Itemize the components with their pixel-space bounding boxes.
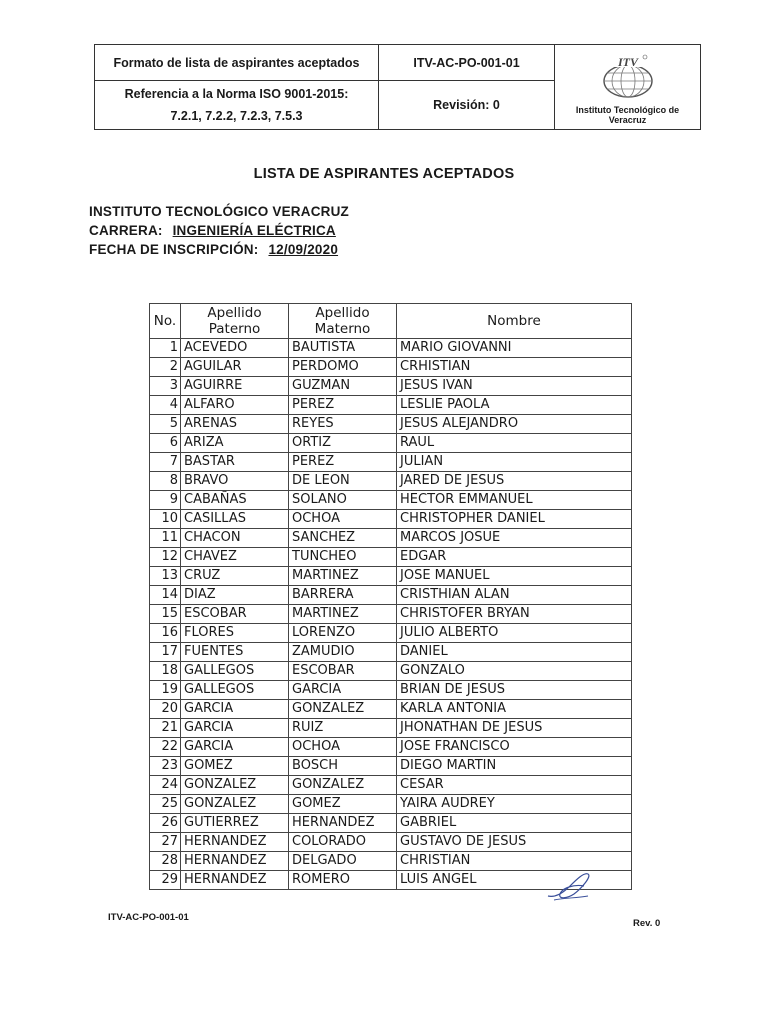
cell-apellido-paterno: GARCIA bbox=[181, 719, 289, 738]
cell-no: 4 bbox=[150, 396, 181, 415]
cell-no: 21 bbox=[150, 719, 181, 738]
cell-apellido-paterno: ARIZA bbox=[181, 434, 289, 453]
cell-no: 25 bbox=[150, 795, 181, 814]
cell-apellido-materno: REYES bbox=[289, 415, 397, 434]
applicants-table bbox=[149, 303, 632, 890]
cell-nombre: MARIO GIOVANNI bbox=[397, 339, 632, 358]
cell-apellido-paterno: BRAVO bbox=[181, 472, 289, 491]
cell-no: 23 bbox=[150, 757, 181, 776]
cell-apellido-paterno: BASTAR bbox=[181, 453, 289, 472]
cell-no: 13 bbox=[150, 567, 181, 586]
cell-apellido-paterno: FLORES bbox=[181, 624, 289, 643]
cell-nombre: JULIAN bbox=[397, 453, 632, 472]
cell-no: 29 bbox=[150, 871, 181, 890]
cell-nombre: JULIO ALBERTO bbox=[397, 624, 632, 643]
cell-no: 27 bbox=[150, 833, 181, 852]
document-code: ITV-AC-PO-001-01 bbox=[379, 45, 555, 81]
table-row bbox=[150, 358, 632, 377]
cell-apellido-materno: GONZALEZ bbox=[289, 776, 397, 795]
cell-apellido-materno: PEREZ bbox=[289, 396, 397, 415]
footer-document-code: ITV-AC-PO-001-01 bbox=[108, 912, 189, 923]
cell-no: 15 bbox=[150, 605, 181, 624]
table-row bbox=[150, 662, 632, 681]
footer-revision: Rev. 0 bbox=[633, 918, 661, 929]
cell-nombre: KARLA ANTONIA bbox=[397, 700, 632, 719]
cell-nombre: RAUL bbox=[397, 434, 632, 453]
cell-no: 9 bbox=[150, 491, 181, 510]
institution-logo bbox=[555, 51, 700, 103]
career-label: CARRERA: bbox=[89, 223, 163, 238]
institution-name-line1: Instituto Tecnológico de bbox=[575, 105, 680, 115]
column-header-materno bbox=[289, 304, 397, 339]
cell-no: 2 bbox=[150, 358, 181, 377]
iso-reference-line2: 7.2.1, 7.2.2, 7.2.3, 7.5.3 bbox=[170, 109, 303, 123]
cell-apellido-paterno: ARENAS bbox=[181, 415, 289, 434]
cell-nombre: JOSE MANUEL bbox=[397, 567, 632, 586]
cell-nombre: CRISTHIAN ALAN bbox=[397, 586, 632, 605]
cell-nombre: CESAR bbox=[397, 776, 632, 795]
cell-apellido-paterno: CABAÑAS bbox=[181, 491, 289, 510]
table-row bbox=[150, 814, 632, 833]
cell-apellido-paterno: GALLEGOS bbox=[181, 662, 289, 681]
cell-nombre: CHRISTIAN bbox=[397, 852, 632, 871]
cell-no: 24 bbox=[150, 776, 181, 795]
table-row bbox=[150, 643, 632, 662]
cell-no: 18 bbox=[150, 662, 181, 681]
cell-nombre: EDGAR bbox=[397, 548, 632, 567]
table-row bbox=[150, 396, 632, 415]
table-row bbox=[150, 434, 632, 453]
column-header-paterno-line2: Paterno bbox=[208, 321, 261, 337]
table-row bbox=[150, 415, 632, 434]
table-row bbox=[150, 719, 632, 738]
cell-apellido-materno: BAUTISTA bbox=[289, 339, 397, 358]
page-title: LISTA DE ASPIRANTES ACEPTADOS bbox=[253, 166, 515, 182]
date-label: FECHA DE INSCRIPCIÓN: bbox=[89, 242, 259, 257]
cell-apellido-paterno: GARCIA bbox=[181, 738, 289, 757]
cell-no: 3 bbox=[150, 377, 181, 396]
cell-apellido-paterno: ESCOBAR bbox=[181, 605, 289, 624]
cell-apellido-materno: HERNANDEZ bbox=[289, 814, 397, 833]
column-header-paterno bbox=[181, 304, 289, 339]
cell-apellido-materno: DE LEON bbox=[289, 472, 397, 491]
table-row bbox=[150, 795, 632, 814]
cell-apellido-materno: ORTIZ bbox=[289, 434, 397, 453]
iso-reference-line1: Referencia a la Norma ISO 9001-2015: bbox=[124, 87, 349, 101]
institute-line: INSTITUTO TECNOLÓGICO VERACRUZ bbox=[89, 204, 350, 219]
table-row bbox=[150, 586, 632, 605]
cell-apellido-paterno: HERNANDEZ bbox=[181, 852, 289, 871]
cell-apellido-paterno: CRUZ bbox=[181, 567, 289, 586]
cell-no: 19 bbox=[150, 681, 181, 700]
table-row bbox=[150, 624, 632, 643]
table-row bbox=[150, 472, 632, 491]
table-row bbox=[150, 529, 632, 548]
logo-lettering: ITV bbox=[617, 55, 638, 69]
table-row bbox=[150, 510, 632, 529]
date-value: 12/09/2020 bbox=[268, 242, 339, 257]
cell-apellido-materno: MARTINEZ bbox=[289, 567, 397, 586]
cell-apellido-materno: BARRERA bbox=[289, 586, 397, 605]
cell-nombre: LESLIE PAOLA bbox=[397, 396, 632, 415]
table-header-row bbox=[150, 304, 632, 339]
format-title: Formato de lista de aspirantes aceptados bbox=[95, 45, 379, 81]
cell-nombre: DIEGO MARTIN bbox=[397, 757, 632, 776]
table-row bbox=[150, 491, 632, 510]
table-row bbox=[150, 776, 632, 795]
cell-apellido-materno: ROMERO bbox=[289, 871, 397, 890]
cell-no: 17 bbox=[150, 643, 181, 662]
cell-nombre: YAIRA AUDREY bbox=[397, 795, 632, 814]
table-row bbox=[150, 681, 632, 700]
cell-apellido-paterno: GONZALEZ bbox=[181, 776, 289, 795]
table-row bbox=[150, 833, 632, 852]
cell-no: 10 bbox=[150, 510, 181, 529]
cell-apellido-materno: MARTINEZ bbox=[289, 605, 397, 624]
cell-no: 12 bbox=[150, 548, 181, 567]
cell-apellido-paterno: GARCIA bbox=[181, 700, 289, 719]
date-line bbox=[89, 242, 338, 257]
table-row bbox=[150, 757, 632, 776]
cell-apellido-paterno: FUENTES bbox=[181, 643, 289, 662]
document-header bbox=[94, 44, 701, 130]
cell-apellido-materno: SOLANO bbox=[289, 491, 397, 510]
cell-nombre: GABRIEL bbox=[397, 814, 632, 833]
cell-no: 20 bbox=[150, 700, 181, 719]
cell-apellido-materno: RUIZ bbox=[289, 719, 397, 738]
cell-apellido-materno: TUNCHEO bbox=[289, 548, 397, 567]
cell-no: 5 bbox=[150, 415, 181, 434]
column-header-materno-line2: Materno bbox=[314, 321, 371, 337]
institution-logo-cell bbox=[555, 45, 701, 130]
cell-apellido-materno: GOMEZ bbox=[289, 795, 397, 814]
cell-no: 7 bbox=[150, 453, 181, 472]
cell-apellido-materno: GARCIA bbox=[289, 681, 397, 700]
cell-nombre: MARCOS JOSUE bbox=[397, 529, 632, 548]
cell-apellido-paterno: CASILLAS bbox=[181, 510, 289, 529]
iso-reference bbox=[95, 81, 379, 130]
cell-nombre: BRIAN DE JESUS bbox=[397, 681, 632, 700]
cell-apellido-materno: GONZALEZ bbox=[289, 700, 397, 719]
cell-no: 16 bbox=[150, 624, 181, 643]
cell-apellido-paterno: HERNANDEZ bbox=[181, 871, 289, 890]
cell-no: 8 bbox=[150, 472, 181, 491]
cell-nombre: DANIEL bbox=[397, 643, 632, 662]
institution-name-line2: Veracruz bbox=[608, 115, 647, 125]
cell-apellido-paterno: GONZALEZ bbox=[181, 795, 289, 814]
cell-nombre: HECTOR EMMANUEL bbox=[397, 491, 632, 510]
cell-apellido-paterno: AGUIRRE bbox=[181, 377, 289, 396]
cell-apellido-materno: BOSCH bbox=[289, 757, 397, 776]
cell-apellido-materno: GUZMAN bbox=[289, 377, 397, 396]
cell-apellido-paterno: ALFARO bbox=[181, 396, 289, 415]
cell-nombre: GONZALO bbox=[397, 662, 632, 681]
cell-apellido-paterno: CHACON bbox=[181, 529, 289, 548]
table-row bbox=[150, 567, 632, 586]
cell-nombre: JESUS ALEJANDRO bbox=[397, 415, 632, 434]
column-header-materno-line1: Apellido bbox=[315, 305, 370, 321]
career-value: INGENIERÍA ELÉCTRICA bbox=[172, 223, 336, 238]
cell-nombre: JOSE FRANCISCO bbox=[397, 738, 632, 757]
cell-apellido-materno: SANCHEZ bbox=[289, 529, 397, 548]
column-header-no: No. bbox=[150, 304, 181, 339]
column-header-nombre: Nombre bbox=[397, 304, 632, 339]
cell-no: 1 bbox=[150, 339, 181, 358]
cell-no: 28 bbox=[150, 852, 181, 871]
cell-apellido-materno: ZAMUDIO bbox=[289, 643, 397, 662]
table-row bbox=[150, 738, 632, 757]
cell-apellido-paterno: ACEVEDO bbox=[181, 339, 289, 358]
cell-apellido-paterno: CHAVEZ bbox=[181, 548, 289, 567]
column-header-paterno-line1: Apellido bbox=[207, 305, 262, 321]
revision: Revisión: 0 bbox=[379, 81, 555, 130]
cell-apellido-materno: OCHOA bbox=[289, 738, 397, 757]
table-row bbox=[150, 453, 632, 472]
cell-no: 6 bbox=[150, 434, 181, 453]
cell-apellido-paterno: GOMEZ bbox=[181, 757, 289, 776]
cell-no: 26 bbox=[150, 814, 181, 833]
career-line bbox=[89, 223, 336, 238]
cell-apellido-materno: LORENZO bbox=[289, 624, 397, 643]
institution-name bbox=[555, 105, 700, 125]
cell-apellido-materno: OCHOA bbox=[289, 510, 397, 529]
cell-apellido-paterno: DIAZ bbox=[181, 586, 289, 605]
cell-nombre: LUIS ANGEL bbox=[397, 871, 632, 890]
signature bbox=[544, 868, 594, 909]
cell-no: 22 bbox=[150, 738, 181, 757]
cell-no: 11 bbox=[150, 529, 181, 548]
cell-apellido-materno: PEREZ bbox=[289, 453, 397, 472]
cell-nombre: JARED DE JESUS bbox=[397, 472, 632, 491]
cell-apellido-paterno: GUTIERREZ bbox=[181, 814, 289, 833]
cell-nombre: JESUS IVAN bbox=[397, 377, 632, 396]
cell-nombre: CRHISTIAN bbox=[397, 358, 632, 377]
cell-apellido-materno: COLORADO bbox=[289, 833, 397, 852]
cell-nombre: CHRISTOPHER DANIEL bbox=[397, 510, 632, 529]
cell-apellido-paterno: HERNANDEZ bbox=[181, 833, 289, 852]
table-row bbox=[150, 548, 632, 567]
cell-nombre: CHRISTOFER BRYAN bbox=[397, 605, 632, 624]
cell-apellido-paterno: GALLEGOS bbox=[181, 681, 289, 700]
cell-no: 14 bbox=[150, 586, 181, 605]
cell-nombre: GUSTAVO DE JESUS bbox=[397, 833, 632, 852]
cell-apellido-materno: DELGADO bbox=[289, 852, 397, 871]
cell-apellido-materno: PERDOMO bbox=[289, 358, 397, 377]
table-row bbox=[150, 377, 632, 396]
cell-nombre: JHONATHAN DE JESUS bbox=[397, 719, 632, 738]
table-row bbox=[150, 605, 632, 624]
cell-apellido-paterno: AGUILAR bbox=[181, 358, 289, 377]
table-row bbox=[150, 700, 632, 719]
table-row bbox=[150, 339, 632, 358]
cell-apellido-materno: ESCOBAR bbox=[289, 662, 397, 681]
